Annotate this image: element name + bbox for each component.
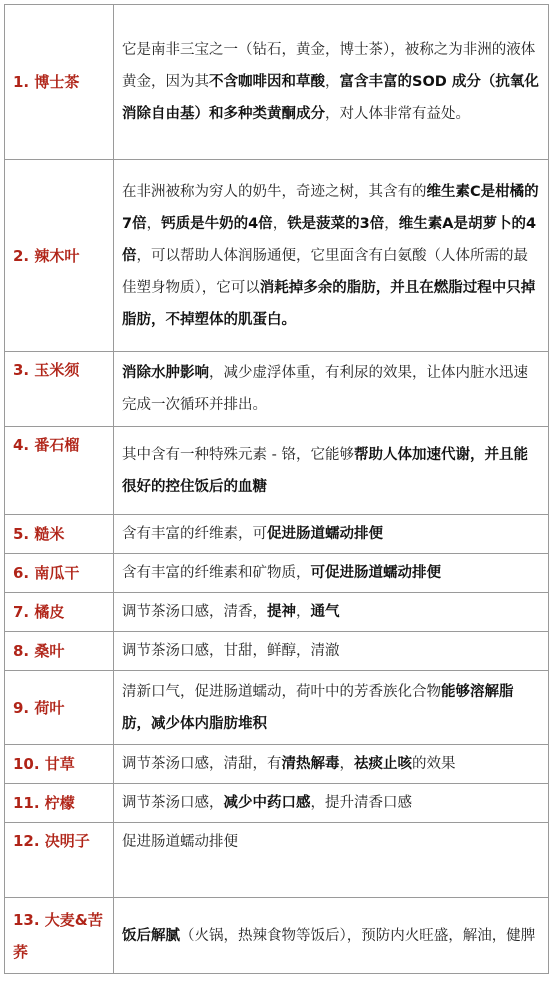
ingredient-name: 2. 辣木叶 bbox=[5, 160, 114, 352]
description-text: ，对人体非常有益处。 bbox=[325, 106, 470, 122]
ingredient-description bbox=[114, 823, 549, 898]
ingredient-description bbox=[114, 898, 549, 974]
highlight-text: 祛痰止咳 bbox=[354, 756, 412, 772]
ingredient-name: 8. 桑叶 bbox=[5, 632, 114, 671]
description-text: ，可以帮助人体润肠通便，它里面含有白氨酸（人体所需的最佳塑身物质），它可以 bbox=[122, 247, 528, 296]
ingredient-name: 3. 玉米须 bbox=[5, 352, 114, 427]
table-row bbox=[5, 352, 549, 427]
highlight-text: 饭后解腻 bbox=[122, 927, 180, 944]
table-row bbox=[5, 632, 549, 671]
description-text: ， bbox=[296, 604, 311, 620]
ingredient-description bbox=[114, 784, 549, 823]
highlight-text: 维生素A是胡萝卜的4倍 bbox=[122, 215, 537, 264]
ingredient-name: 7. 橘皮 bbox=[5, 593, 114, 632]
table-row bbox=[5, 784, 549, 823]
table-row bbox=[5, 745, 549, 784]
description-text: 在非洲被称为穷人的奶牛，奇迹之树，其含有的 bbox=[122, 183, 427, 200]
ingredient-name: 9. 荷叶 bbox=[5, 671, 114, 745]
description-text: 促进肠道蠕动排便 bbox=[122, 834, 238, 850]
description-text: 调节茶汤口感，甘甜，鲜醇，清澈 bbox=[122, 643, 340, 659]
table-row bbox=[5, 898, 549, 974]
table-row bbox=[5, 515, 549, 554]
ingredient-name: 5. 糙米 bbox=[5, 515, 114, 554]
highlight-text: 维生素C是柑橘的7倍 bbox=[122, 183, 539, 232]
ingredient-table-body bbox=[5, 5, 549, 974]
ingredient-name: 10. 甘草 bbox=[5, 745, 114, 784]
highlight-text: 能够溶解脂肪，减少体内脂肪堆积 bbox=[122, 683, 514, 732]
description-text: ，提升清香口感 bbox=[310, 795, 412, 811]
ingredient-name: 1. 博士茶 bbox=[5, 5, 114, 160]
description-text: 的效果 bbox=[412, 756, 456, 772]
ingredient-name: 13. 大麦&苦荞 bbox=[5, 898, 114, 974]
ingredient-description bbox=[114, 745, 549, 784]
ingredient-description bbox=[114, 554, 549, 593]
highlight-text: 促进肠道蠕动排便 bbox=[267, 526, 383, 542]
ingredient-table bbox=[4, 4, 549, 974]
ingredient-name: 11. 柠檬 bbox=[5, 784, 114, 823]
highlight-text: 铁是菠菜的3倍 bbox=[287, 215, 385, 232]
table-row bbox=[5, 427, 549, 515]
table-row bbox=[5, 593, 549, 632]
ingredient-description bbox=[114, 352, 549, 427]
table-row bbox=[5, 5, 549, 160]
description-text: 其中含有一种特殊元素 - 铬，它能够 bbox=[122, 446, 354, 463]
ingredient-description bbox=[114, 593, 549, 632]
highlight-text: 钙质是牛奶的4倍 bbox=[161, 215, 273, 232]
table-row bbox=[5, 671, 549, 745]
description-text: 调节茶汤口感， bbox=[122, 795, 224, 811]
highlight-text: 通气 bbox=[310, 604, 340, 620]
table-row bbox=[5, 554, 549, 593]
description-text: ， bbox=[272, 215, 288, 232]
table-row bbox=[5, 160, 549, 352]
description-text: （火锅，热辣食物等饭后），预防内火旺盛，解油，健脾 bbox=[180, 927, 536, 944]
description-text: 调节茶汤口感，清香， bbox=[122, 604, 267, 620]
description-text: ， bbox=[146, 215, 162, 232]
ingredient-description bbox=[114, 515, 549, 554]
table-row bbox=[5, 823, 549, 898]
description-text: 它是南非三宝之一（钻石，黄金，博士茶），被称之为非洲的液体黄金，因为其 bbox=[122, 42, 536, 90]
ingredient-description bbox=[114, 427, 549, 515]
highlight-text: 提神 bbox=[267, 604, 296, 620]
description-text: ，减少虚浮体重，有利尿的效果，让体内脏水迅速完成一次循环并排出。 bbox=[122, 365, 528, 413]
ingredient-name: 6. 南瓜干 bbox=[5, 554, 114, 593]
highlight-text: 消耗掉多余的脂肪，并且在燃脂过程中只掉脂肪，不掉塑体的肌蛋白。 bbox=[122, 279, 536, 328]
highlight-text: 帮助人体加速代谢，并且能很好的控住饭后的血糖 bbox=[122, 446, 528, 495]
highlight-text: 消除水肿影响 bbox=[122, 365, 209, 381]
description-text: ， bbox=[384, 215, 399, 232]
highlight-text: 富含丰富的SOD 成分（抗氧化消除自由基）和多种类黄酮成分 bbox=[122, 74, 539, 122]
description-text: ， bbox=[325, 74, 340, 90]
ingredient-name: 4. 番石榴 bbox=[5, 427, 114, 515]
description-text: 清新口气，促进肠道蠕动，荷叶中的芳香族化合物 bbox=[122, 683, 441, 700]
ingredient-name: 12. 决明子 bbox=[5, 823, 114, 898]
description-text: 含有丰富的纤维素和矿物质， bbox=[122, 565, 311, 581]
description-text: 含有丰富的纤维素，可 bbox=[122, 526, 267, 542]
description-text: ， bbox=[339, 756, 354, 772]
highlight-text: 可促进肠道蠕动排便 bbox=[310, 565, 441, 581]
highlight-text: 减少中药口感 bbox=[223, 795, 311, 811]
highlight-text: 不含咖啡因和草酸 bbox=[209, 74, 325, 90]
description-text: 调节茶汤口感，清甜，有 bbox=[122, 756, 282, 772]
ingredient-description bbox=[114, 632, 549, 671]
ingredient-description bbox=[114, 671, 549, 745]
ingredient-description bbox=[114, 160, 549, 352]
ingredient-description bbox=[114, 5, 549, 160]
highlight-text: 清热解毒 bbox=[281, 756, 340, 772]
